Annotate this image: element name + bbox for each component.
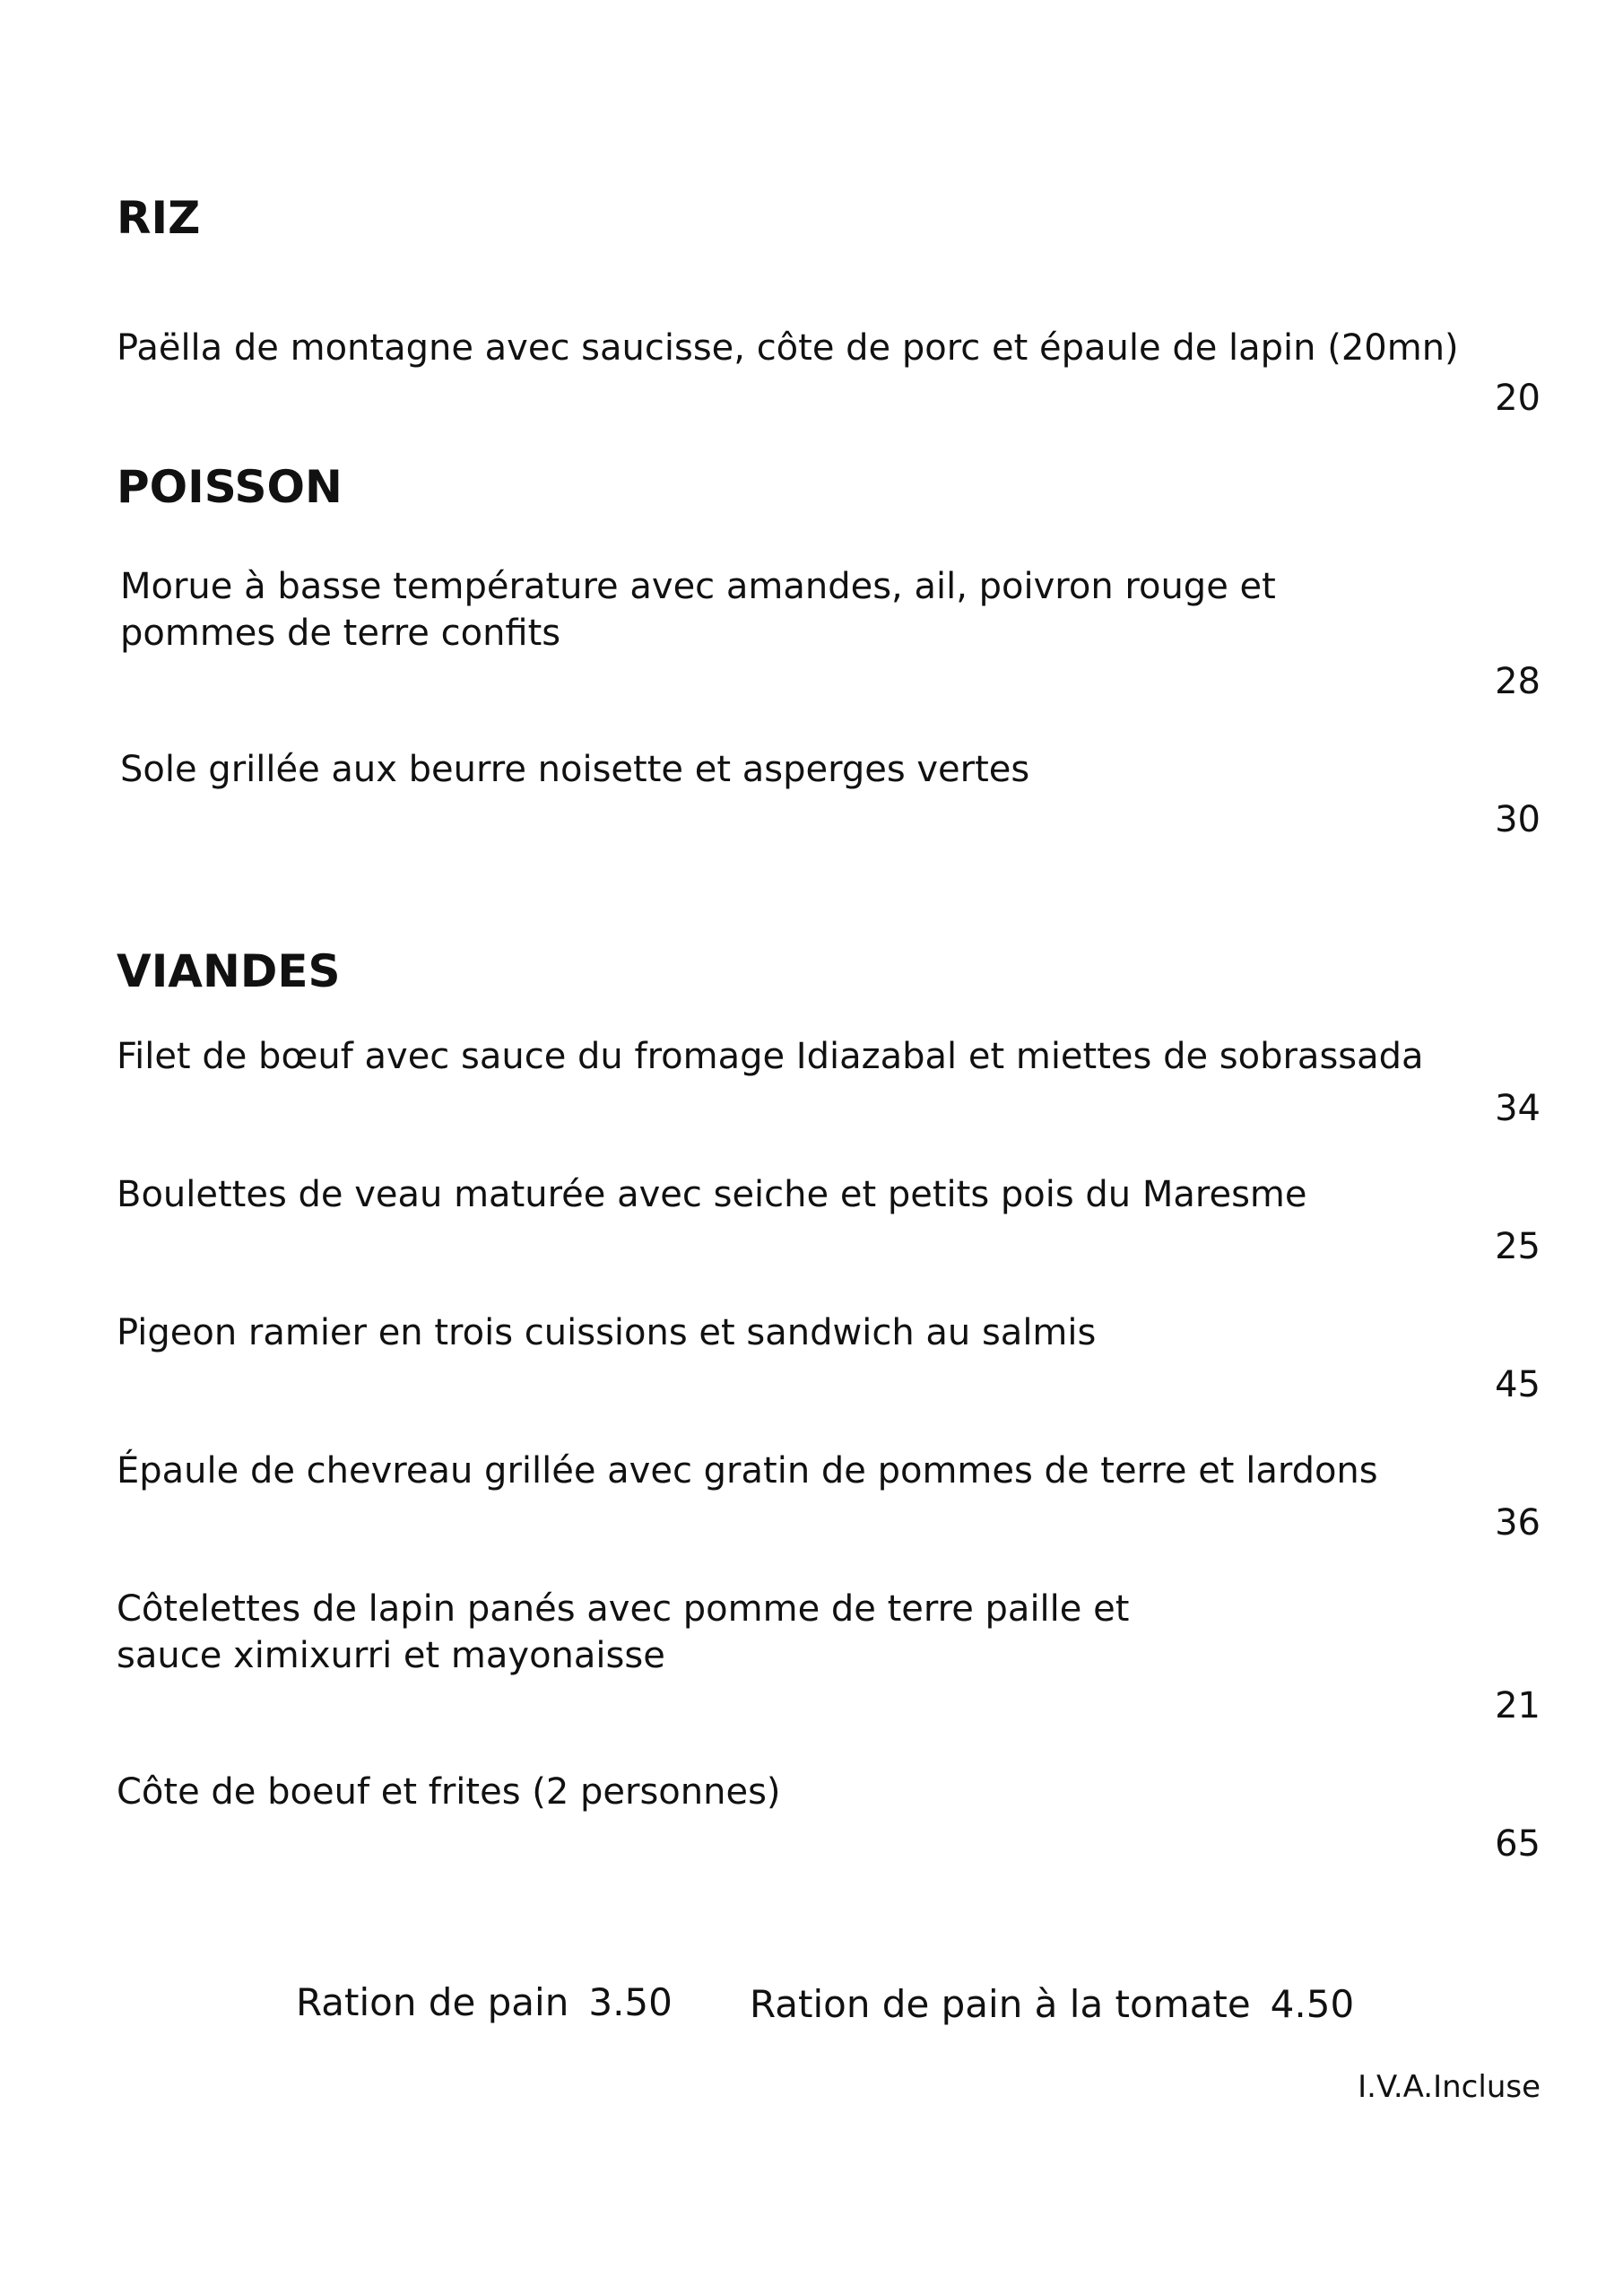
dish-sole — [120, 746, 1555, 793]
dish-line: pommes de terre confits — [120, 613, 561, 654]
price-sole: 30 — [1495, 799, 1541, 840]
dish-line: Filet de bœuf avec sauce du fromage Idiazabal et miettes de sobrassada — [117, 1036, 1424, 1077]
dish-cote-boeuf — [117, 1769, 1551, 1815]
bread-plain-price: 3.50 — [588, 1980, 673, 2024]
dish-line: Côte de boeuf et frites (2 personnes) — [117, 1771, 781, 1813]
dish-cotelettes-lapin — [117, 1586, 1551, 1679]
dish-line: Épaule de chevreau grillée avec gratin de pommes de terre et lardons — [117, 1450, 1378, 1492]
dish-paella — [117, 325, 1551, 371]
dish-filet-boeuf — [117, 1033, 1551, 1080]
dish-line: Morue à basse température avec amandes, ail, poivron rouge et — [120, 566, 1276, 607]
price-cote-boeuf: 65 — [1495, 1823, 1541, 1865]
price-paella: 20 — [1495, 378, 1541, 419]
dish-line: sauce ximixurri et mayonaisse — [117, 1635, 665, 1676]
dish-line: Pigeon ramier en trois cuissions et sandwich au salmis — [117, 1312, 1097, 1353]
dish-line: Côtelettes de lapin panés avec pomme de terre paille et — [117, 1588, 1130, 1630]
bread-plain — [296, 1980, 673, 2024]
dish-line: Sole grillée aux beurre noisette et asperges vertes — [120, 749, 1030, 790]
dish-epaule-chevreau — [117, 1448, 1551, 1494]
vat-note: I.V.A.Incluse — [1358, 2069, 1541, 2105]
dish-pigeon — [117, 1309, 1551, 1356]
dish-line: Paëlla de montagne avec saucisse, côte de porc et épaule de lapin (20mn) — [117, 327, 1459, 369]
price-cotelettes-lapin: 21 — [1495, 1685, 1541, 1726]
price-morue: 28 — [1495, 661, 1541, 702]
price-epaule-chevreau: 36 — [1495, 1502, 1541, 1544]
dish-line: Boulettes de veau maturée avec seiche et petits pois du Maresme — [117, 1174, 1307, 1215]
price-filet-boeuf: 34 — [1495, 1088, 1541, 1129]
section-title-viandes: VIANDES — [117, 945, 341, 997]
dish-morue — [120, 563, 1555, 657]
bread-tomato-price: 4.50 — [1270, 1982, 1355, 2026]
bread-tomato — [750, 1982, 1355, 2026]
dish-boulettes — [117, 1171, 1551, 1218]
price-pigeon: 45 — [1495, 1364, 1541, 1405]
section-title-poisson: POISSON — [117, 461, 343, 513]
section-title-riz: RIZ — [117, 192, 201, 244]
bread-plain-label: Ration de pain — [296, 1980, 569, 2024]
price-boulettes: 25 — [1495, 1226, 1541, 1267]
bread-tomato-label: Ration de pain à la tomate — [750, 1982, 1251, 2026]
